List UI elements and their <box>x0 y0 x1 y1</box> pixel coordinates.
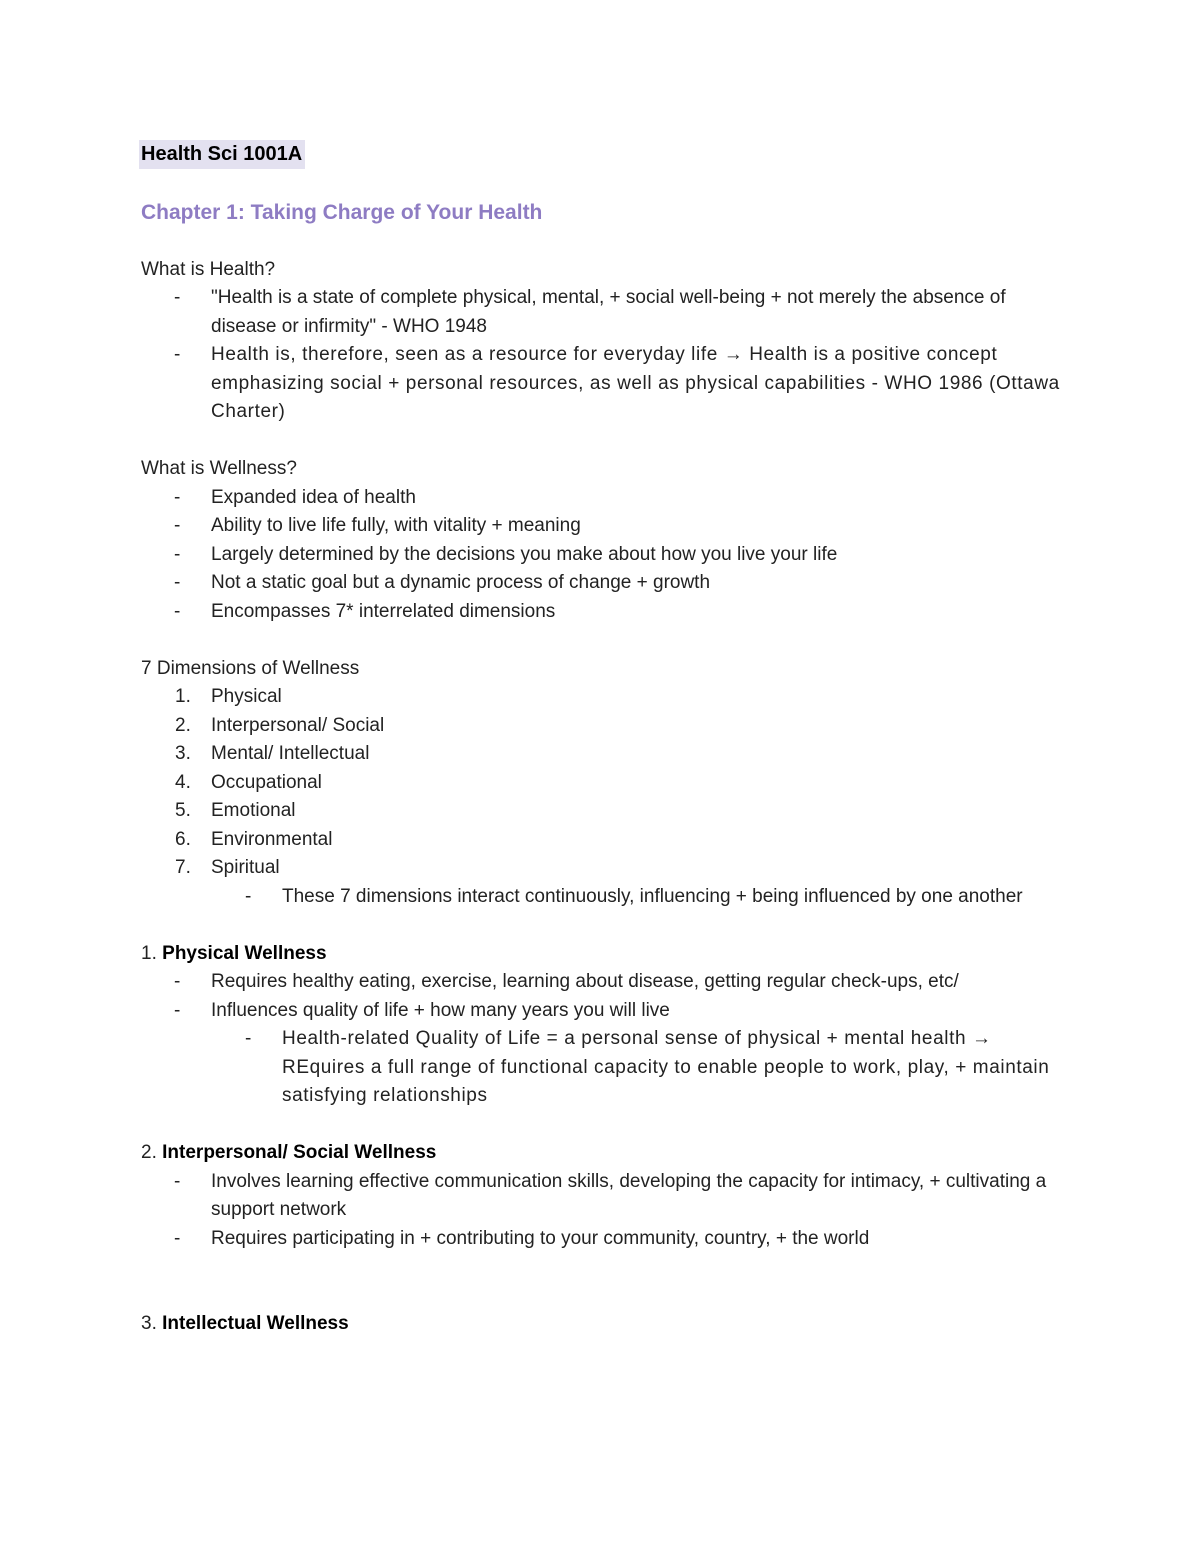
list-item: - Ability to live life fully, with vitality + meaning <box>174 515 581 536</box>
chapter-heading: Chapter 1: Taking Charge of Your Health <box>141 201 543 224</box>
intellectual-wellness-heading: 3. Intellectual Wellness <box>141 1313 349 1334</box>
dimensions-list <box>141 683 1071 883</box>
list-item: - Encompasses 7* interrelated dimensions <box>174 600 556 622</box>
doc-title: Health Sci 1001A <box>139 140 305 169</box>
list-item: 6. Environmental <box>175 828 333 850</box>
list-item: - Influences quality of life + how many years you will live <box>174 999 670 1021</box>
physical-list <box>141 968 1071 1025</box>
list-item: - Largely determined by the decisions you make about how you live your life <box>174 543 838 565</box>
list-item: - Health-related Quality of Life = a personal sense of physical + mental health → REquires a full range of functional capacity to enable people to work, play, + maintain satisfying relationships <box>245 1028 1050 1106</box>
what-is-wellness-heading: What is Wellness? <box>141 458 297 479</box>
social-list <box>141 1168 1071 1254</box>
physical-wellness-heading: 1. Physical Wellness <box>141 942 327 964</box>
list-item: - Requires healthy eating, exercise, learning about disease, getting regular check-ups, etc/ <box>174 971 959 992</box>
social-wellness-heading: 2. Interpersonal/ Social Wellness <box>141 1142 437 1163</box>
physical-sub-list <box>141 1025 1071 1111</box>
list-item: 7. Spiritual <box>175 857 280 878</box>
document-page <box>141 140 1071 1339</box>
list-item: 2. Interpersonal/ Social <box>175 714 385 736</box>
wellness-list <box>141 484 1071 627</box>
list-item: - "Health is a state of complete physical, mental, + social well-being + not merely the absence of disease or infirmity" - WHO 1948 <box>174 287 1006 337</box>
list-item: - Involves learning effective communication skills, developing the capacity for intimacy, + cultivating a support network <box>174 1170 1047 1220</box>
list-item: - Not a static goal but a dynamic process of change + growth <box>174 572 711 593</box>
health-list <box>141 284 1071 427</box>
what-is-health-heading: What is Health? <box>141 258 276 280</box>
list-item: - Health is, therefore, seen as a resource for everyday life → Health is a positive concept emphasizing social + personal resources, as well as physical capabilities - WHO 1986 (Ottawa Charter) <box>174 344 1060 422</box>
list-item: 4. Occupational <box>175 771 322 793</box>
dimensions-note-list <box>141 883 1071 912</box>
list-item: 3. Mental/ Intellectual <box>175 743 370 764</box>
dimensions-heading: 7 Dimensions of Wellness <box>141 657 360 679</box>
list-item: - Requires participating in + contributing to your community, country, + the world <box>174 1227 870 1249</box>
list-item: - Expanded idea of health <box>174 486 416 508</box>
list-item: - These 7 dimensions interact continuously, influencing + being influenced by one another <box>245 885 1023 907</box>
list-item: 1. Physical <box>175 686 282 707</box>
list-item: 5. Emotional <box>175 800 296 821</box>
